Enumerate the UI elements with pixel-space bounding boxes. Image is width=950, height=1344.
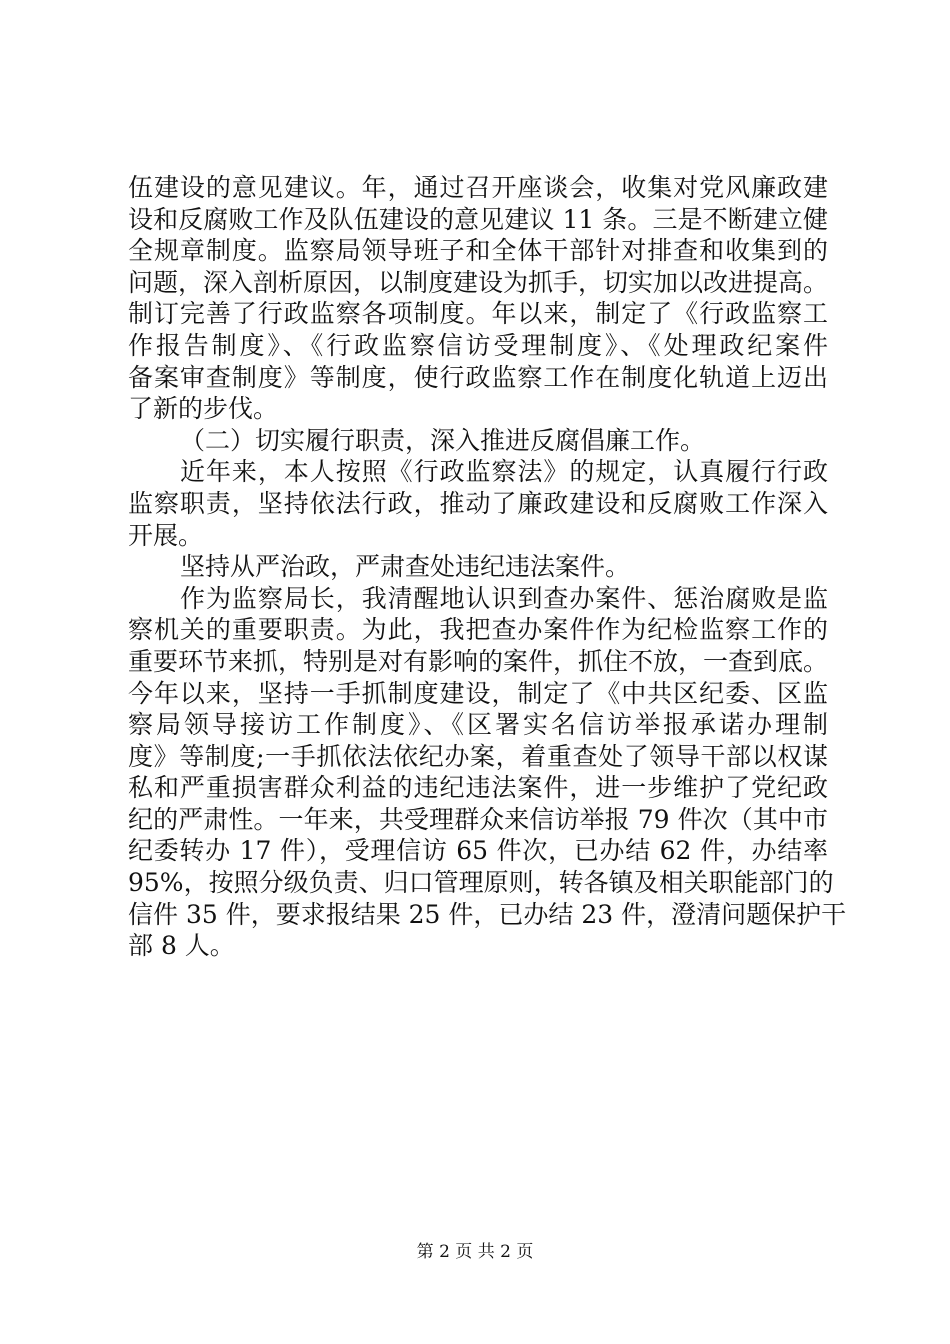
text-line: 察局领导接访工作制度》、《区署实名信访举报承诺办理制: [128, 710, 828, 740]
text-line: 纪的严肃性。一年来，共受理群众来信访举报 79 件次（其中市: [128, 804, 828, 834]
body-text: [128, 172, 847, 962]
text-line: 95%，按照分级负责、归口管理原则，转各镇及相关职能部门的: [128, 868, 834, 898]
section-heading: （二）切实履行职责，深入推进反腐倡廉工作。: [180, 425, 706, 455]
text-line: 问题，深入剖析原因，以制度建设为抓手，切实加以改进提高。: [128, 267, 829, 297]
text-line: 纪委转办 17 件），受理信访 65 件次，已办结 62 件，办结率: [128, 836, 828, 866]
subsection-heading: 坚持从严治政，严肃查处违纪违法案件。: [180, 552, 631, 582]
text-line: 监察职责，坚持依法行政，推动了廉政建设和反腐败工作深入: [128, 488, 828, 518]
text-line: 设和反腐败工作及队伍建设的意见建议 11 条。三是不断建立健: [128, 204, 828, 234]
text-line: 今年以来，坚持一手抓制度建设，制定了《中共区纪委、区监: [128, 678, 828, 708]
text-line: 伍建设的意见建议。年，通过召开座谈会，收集对党风廉政建: [128, 173, 828, 202]
text-line: 开展。: [128, 520, 204, 550]
text-line: 近年来，本人按照《行政监察法》的规定，认真履行行政: [180, 457, 828, 487]
text-line: 私和严重损害群众利益的违纪违法案件，进一步维护了党纪政: [128, 773, 828, 803]
text-line: 作为监察局长，我清醒地认识到查办案件、惩治腐败是监: [180, 583, 828, 613]
text-line: 全规章制度。监察局领导班子和全体干部针对排查和收集到的: [128, 236, 828, 266]
text-line: 了新的步伐。: [128, 394, 279, 424]
text-line: 察机关的重要职责。为此，我把查办案件作为纪检监察工作的: [128, 615, 828, 645]
text-line: 度》等制度;一手抓依法依纪办案，着重查处了领导干部以权谋: [128, 741, 828, 771]
page-footer: 第 2 页 共 2 页: [416, 1242, 534, 1262]
text-line: 作报告制度》、《行政监察信访受理制度》、《处理政纪案件: [128, 330, 828, 360]
text-line: 信件 35 件，要求报结果 25 件，已办结 23 件，澄清问题保护干: [128, 899, 847, 929]
text-line: 备案审查制度》等制度，使行政监察工作在制度化轨道上迈出: [128, 362, 828, 392]
text-line: 制订完善了行政监察各项制度。年以来，制定了《行政监察工: [128, 299, 828, 329]
text-line: 部 8 人。: [128, 931, 235, 961]
text-line: 重要环节来抓，特别是对有影响的案件，抓住不放，一查到底。: [128, 646, 829, 676]
